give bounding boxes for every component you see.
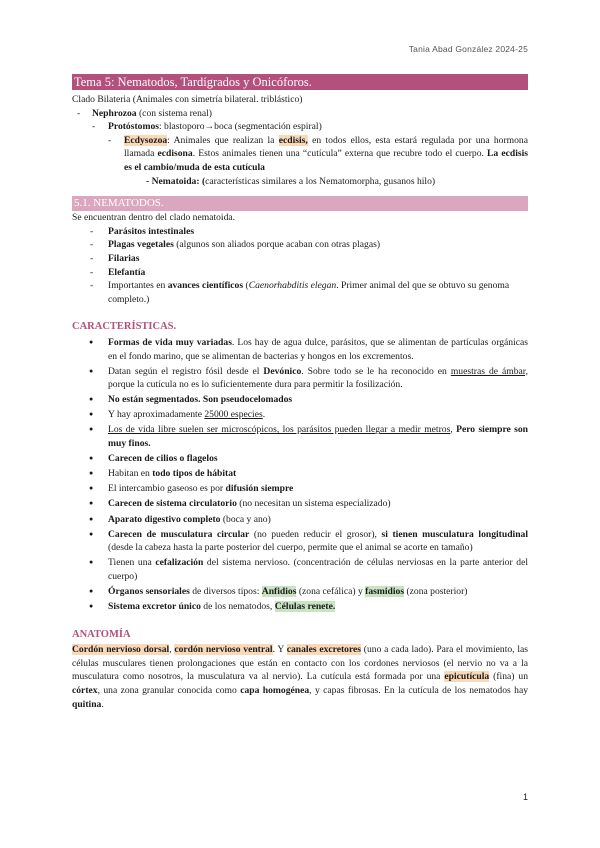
- page-number: 1: [522, 792, 528, 802]
- page-header: Tania Abad González 2024-25: [408, 44, 528, 54]
- anatomia-heading: ANATOMÍA: [72, 628, 131, 640]
- bilateria-line: Clado Bilateria (Animales con simetría bilateral. triblástico): [72, 94, 303, 105]
- page-title: Tema 5: Nematodos, Tardígrados y Onicóforos.: [72, 74, 528, 90]
- list-item: - Plagas vegetales (algunos son aliados porque acaban con otras plagas): [72, 238, 528, 252]
- nephrozoa-line: - Nephrozoa (con sistema renal): [72, 107, 528, 121]
- list-item: - Elefantía: [72, 266, 528, 280]
- list-item: ● Órganos sensoriales de diversos tipos: Anfidios (zona cefálica) y fasmidios (zona posterior): [72, 585, 528, 599]
- protostomos-line: - Protóstomos: blastoporo→boca (segmentación espiral): [72, 120, 528, 134]
- list-item: ● Formas de vida muy variadas. Los hay de agua dulce, parásitos, que se alimentan de partículas orgánicas en el fondo marino, que se alimentan de bacterias y hongos en los excrementos.: [72, 336, 528, 363]
- list-item: ● Tienen una cefalización del sistema nervioso. (concentración de células nerviosas en la parte anterior del cuerpo): [72, 556, 528, 583]
- page-content: [72, 93, 528, 711]
- caracteristicas-heading: CARACTERÍSTICAS.: [72, 321, 177, 333]
- list-item: ● Datan según el registro fósil desde el Devónico. Sobre todo se le ha reconocido en muestras de ámbar, porque la cutícula no es lo suficientemente dura para permitir la fosilización.: [72, 365, 528, 392]
- list-item: ● Y hay aproximadamente 25000 especies.: [72, 408, 528, 422]
- list-item: - Parásitos intestinales: [72, 225, 528, 239]
- list-item: ● Habitan en todo tipos de hábitat: [72, 467, 528, 481]
- list-item: ● Aparato digestivo completo (boca y ano): [72, 513, 528, 527]
- list-item: ● Carecen de musculatura circular (no pueden reducir el grosor), si tienen musculatura longitudinal (desde la cabeza hasta la parte posterior del cuerpo, permite que el animal se acorte en tamaño): [72, 528, 528, 555]
- list-item: ● El intercambio gaseoso es por difusión siempre: [72, 482, 528, 496]
- section-intro: Se encuentran dentro del clado nematoida.: [72, 212, 236, 224]
- list-item: ● Sistema excretor único de los nematodos, Células renete.: [72, 600, 528, 614]
- caracteristicas-list: [72, 336, 528, 614]
- list-item: ● Carecen de cilios o flagelos: [72, 452, 528, 466]
- list-item: ● Los de vida libre suelen ser microscópicos, los parásitos pueden llegar a medir metros, Pero siempre son muy finos.: [72, 423, 528, 450]
- nematodos-list: [72, 225, 528, 307]
- list-item: ● Carecen de sistema circulatorio (no necesitan un sistema especializado): [72, 497, 528, 511]
- section-nematodos-title: 5.1. NEMATODOS.: [72, 196, 528, 211]
- anatomia-paragraph: Cordón nervioso dorsal, cordón nervioso ventral. Y canales excretores (uno a cada lado). Para el movimiento, las células musculares tienen prolongaciones que están en contacto con los cordones nerviosos (el nervio no va a la musculatura como nosotros, la musculatura va al nervio). La cutícula está formada por una epicutícula (fina) un córtex, una zona granular conocida como capa homogénea, y capas fibrosas. En la cutícula de los nematodos hay quitina.: [72, 644, 529, 710]
- list-item: ● No están segmentados. Son pseudocelomados: [72, 393, 528, 407]
- nematoida-line: - Nematoida: (características similares a los Nematomorpha, gusanos hilo): [146, 175, 436, 187]
- list-item: - Importantes en avances científicos (Caenorhabditis elegan. Primer animal del que se obtuvo su genoma completo.): [72, 279, 528, 306]
- list-item: - Filarias: [72, 252, 528, 266]
- ecdysozoa-paragraph: - Ecdysozoa: Animales que realizan la ecdisis, en todos ellos, esta estará regulada por una hormona llamada ecdisona. Estos animales tienen una “cutícula” externa que recubre todo el cuerpo. La ecdisis es el cambio/muda de esta cutícula: [72, 134, 528, 175]
